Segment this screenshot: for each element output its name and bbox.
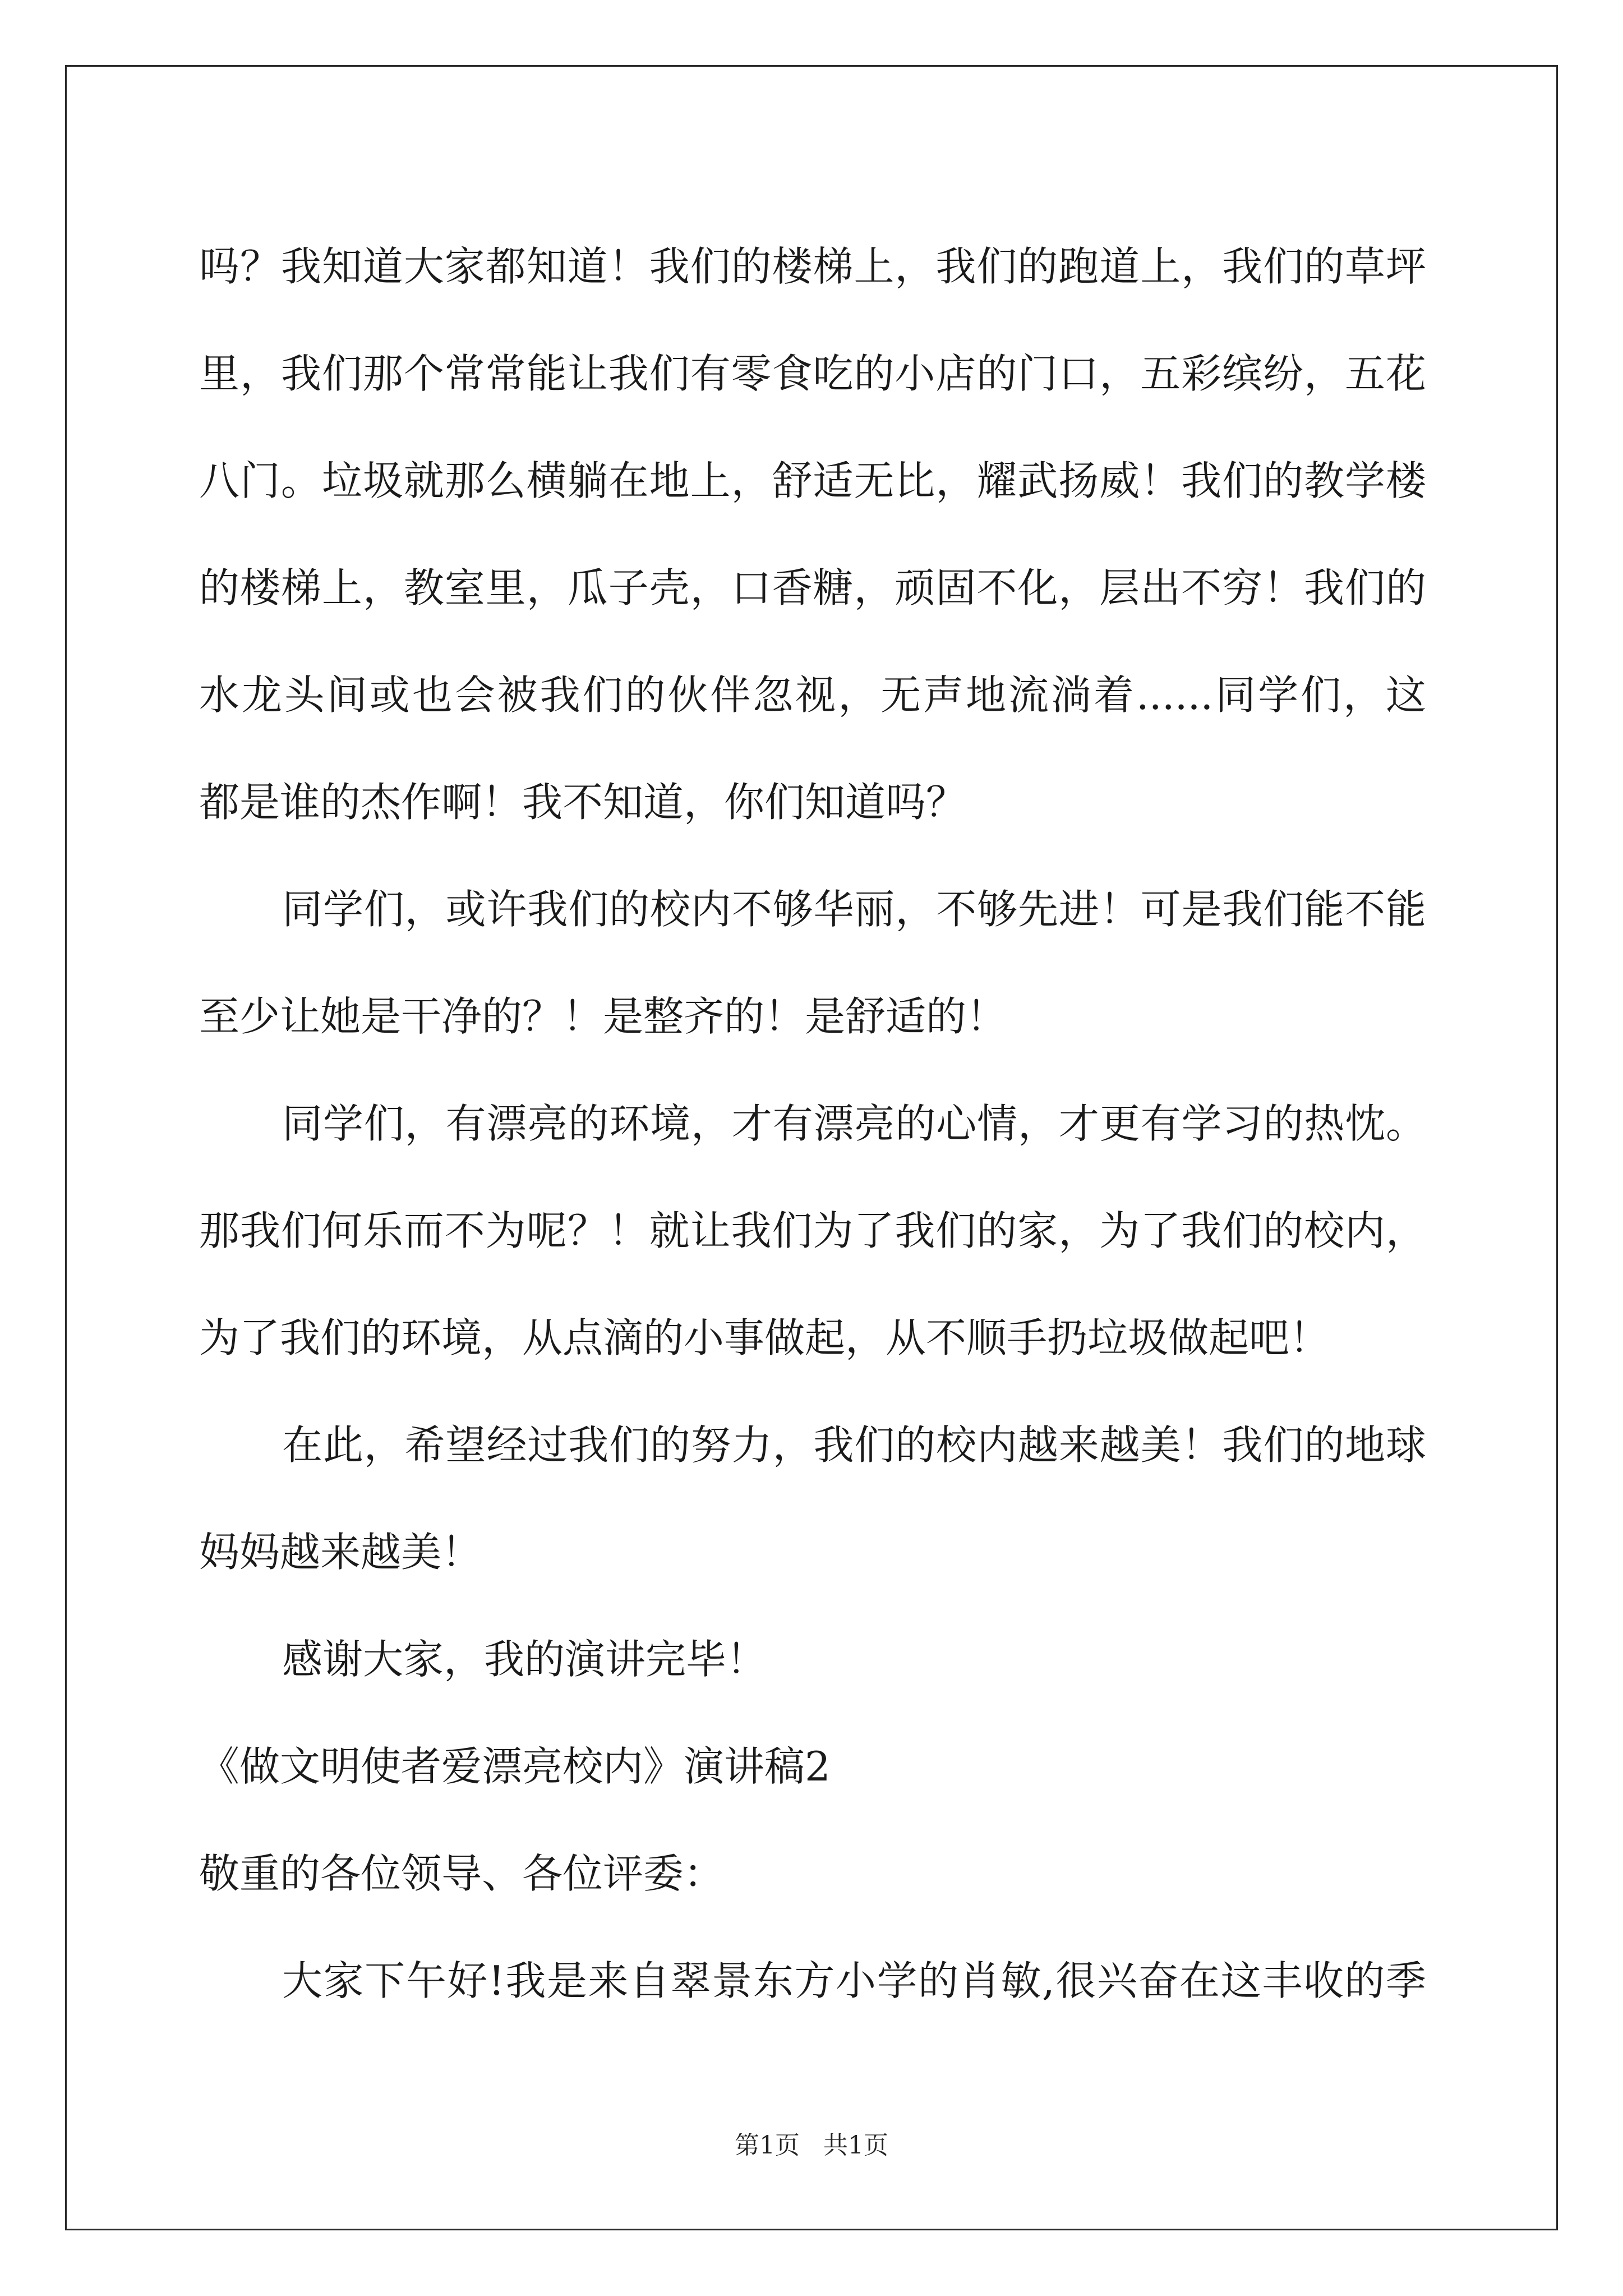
- salutation: 敬重的各位领导、各位评委：: [199, 1850, 725, 1897]
- text-line-1: 吗？我知道大家都知道！我们的楼梯上，我们的跑道上，我们的草坪: [199, 243, 1426, 290]
- text-line-7: 同学们，或许我们的校内不够华丽，不够先进！可是我们能不能: [282, 886, 1426, 933]
- text-line-2: 里，我们那个常常能让我们有零食吃的小店的门口，五彩缤纷，五花: [199, 350, 1426, 397]
- text-line-5: 水龙头间或也会被我们的伙伴忽视，无声地流淌着......同学们，这: [199, 671, 1426, 719]
- text-line-8: 至少让她是干净的？！是整齐的！是舒适的！: [199, 993, 1007, 1040]
- text-line-9: 同学们，有漂亮的环境，才有漂亮的心情，才更有学习的热忱。: [282, 1100, 1426, 1147]
- text-line-4: 的楼梯上，教室里，瓜子壳，口香糖，顽固不化，层出不穷！我们的: [199, 564, 1426, 611]
- text-line-17: 大家下午好!我是来自翠景东方小学的肖敏,很兴奋在这丰收的季: [282, 1957, 1426, 2004]
- text-line-3: 八门。垃圾就那么横躺在地上，舒适无比，耀武扬威！我们的教学楼: [199, 457, 1426, 504]
- text-line-14: 感谢大家，我的演讲完毕！: [282, 1636, 767, 1683]
- text-line-11: 为了我们的环境，从点滴的小事做起，从不顺手扔垃圾做起吧！: [199, 1314, 1330, 1361]
- text-line-12: 在此，希望经过我们的努力，我们的校内越来越美！我们的地球: [282, 1421, 1426, 1469]
- document-body: [199, 213, 1426, 2035]
- page-number-footer: 第1页 共1页: [735, 2131, 888, 2160]
- text-line-6: 都是谁的杰作啊！我不知道，你们知道吗？: [199, 779, 967, 826]
- text-line-13: 妈妈越来越美！: [199, 1529, 482, 1576]
- section-title: 《做文明使者爱漂亮校内》演讲稿2: [199, 1743, 831, 1790]
- text-line-10: 那我们何乐而不为呢？！就让我们为了我们的家，为了我们的校内，: [199, 1207, 1426, 1254]
